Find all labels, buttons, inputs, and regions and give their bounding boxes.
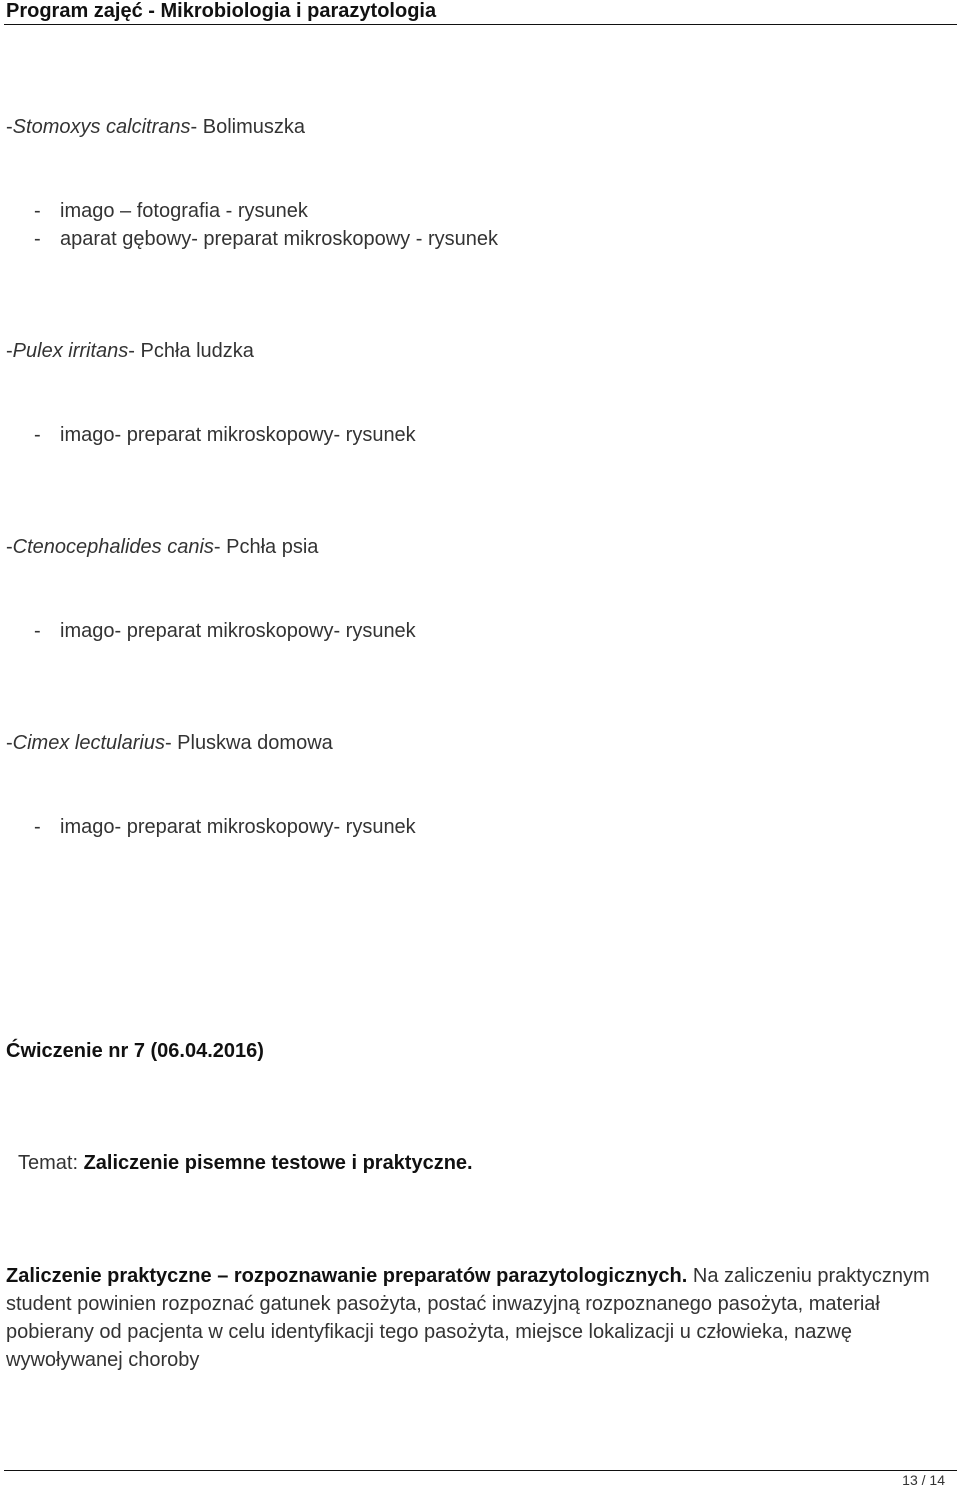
exercise-heading: Ćwiczenie nr 7 (06.04.2016) <box>6 1040 264 1062</box>
species-line-cimex <box>6 731 333 755</box>
list-item <box>34 199 308 223</box>
species-line-ctenocephalides <box>6 535 318 559</box>
species-line-pulex <box>6 339 254 363</box>
item-dash: - <box>34 620 41 642</box>
paragraph-text: Na zaliczeniu praktycznym student powinien rozpoznać gatunek pasożyta, postać inwazyjną rozpoznanego pasożyta, materiał pobierany od pacjenta w celu identyfikacji tego pasożyta, miejsce lokalizacji u człowieka, nazwę wywoływanej choroby <box>6 1265 930 1371</box>
latin-name: Pulex irritans <box>12 340 129 362</box>
dash: - <box>6 732 13 754</box>
item-text: imago- preparat mikroskopowy- rysunek <box>60 816 416 838</box>
item-text: aparat gębowy- preparat mikroskopowy - rysunek <box>60 228 498 250</box>
list-item <box>34 227 498 251</box>
item-text: imago – fotografia - rysunek <box>60 200 308 222</box>
list-item <box>34 423 416 447</box>
common-name: - Pchła psia <box>213 536 319 558</box>
list-item <box>34 619 416 643</box>
list-item <box>34 815 416 839</box>
paragraph-bold: Zaliczenie praktyczne – rozpoznawanie preparatów parazytologicznych. <box>6 1265 688 1287</box>
item-dash: - <box>34 816 41 838</box>
page-number: 13 / 14 <box>902 1472 945 1488</box>
common-name: - Pluskwa domowa <box>164 732 333 754</box>
topic-text: Zaliczenie pisemne testowe i praktyczne. <box>83 1152 473 1174</box>
common-name: - Pchła ludzka <box>128 340 254 362</box>
latin-name: Ctenocephalides canis <box>12 536 214 558</box>
latin-name: Stomoxys calcitrans <box>12 116 191 138</box>
common-name: - Bolimuszka <box>190 116 305 138</box>
dash: - <box>6 340 13 362</box>
item-text: imago- preparat mikroskopowy- rysunek <box>60 424 416 446</box>
page-header-title: Program zajęć - Mikrobiologia i parazytologia <box>6 0 437 22</box>
dash: - <box>6 116 13 138</box>
latin-name: Cimex lectularius <box>12 732 165 754</box>
item-dash: - <box>34 424 41 446</box>
footer-rule <box>4 1470 957 1471</box>
exercise-topic <box>18 1151 473 1175</box>
item-text: imago- preparat mikroskopowy- rysunek <box>60 620 416 642</box>
item-dash: - <box>34 200 41 222</box>
header-rule <box>4 24 957 25</box>
topic-label: Temat: <box>18 1152 84 1174</box>
species-line-stomoxys <box>6 115 305 139</box>
dash: - <box>6 536 13 558</box>
item-dash: - <box>34 228 41 250</box>
description-paragraph <box>6 1262 954 1374</box>
